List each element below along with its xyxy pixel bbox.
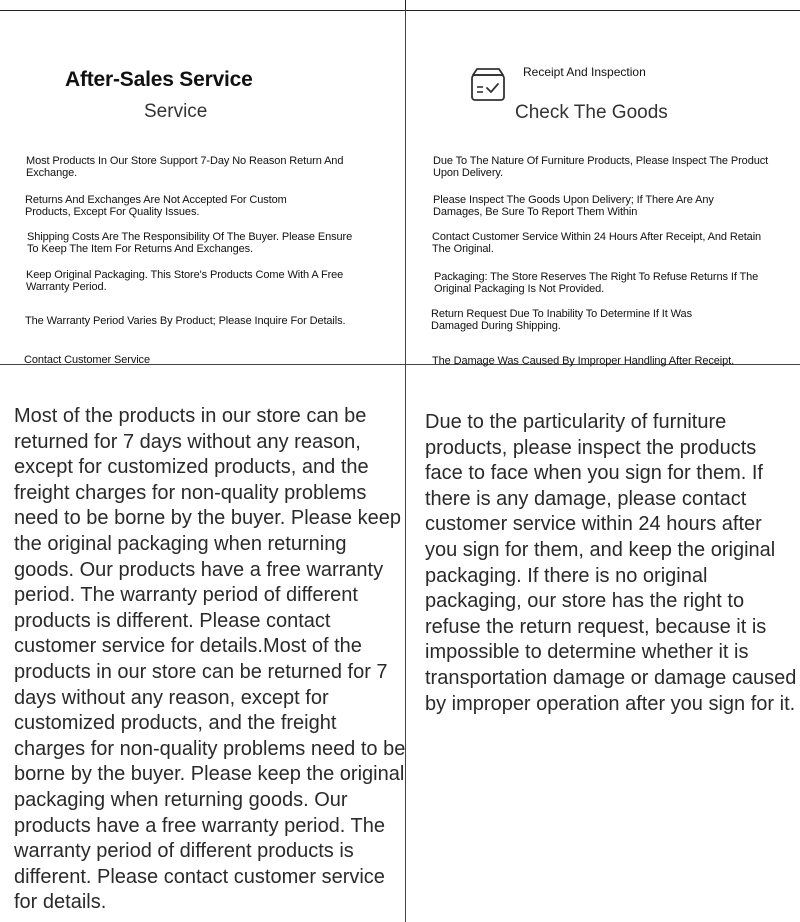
contact-customer-service-link[interactable]: Contact Customer Service	[24, 354, 150, 366]
after-sales-note: Shipping Costs Are The Responsibility Of The Buyer. Please Ensure To Keep The Item For Returns And Exchanges.	[27, 231, 353, 255]
inspection-note: Return Request Due To Inability To Determine If It Was Damaged During Shipping.	[431, 308, 692, 332]
receipt-inspection-subtitle: Check The Goods	[515, 102, 668, 123]
top-divider	[0, 10, 800, 11]
inspection-note: Due To The Nature Of Furniture Products, Please Inspect The Product Upon Delivery.	[433, 155, 769, 179]
box-check-icon	[469, 66, 507, 104]
after-sales-subtitle: Service	[144, 101, 208, 122]
inspection-body-text: Due to the particularity of furniture products, please inspect the products face to face when you sign for them. If there is any damage, please contact customer service within 24 hours after you sign for them, and keep the original packaging. If there is no original packaging, our store has the right to refuse the return request, because it is impossible to determine whether it is transportation damage or damage caused by improper operation after you sign for it.	[425, 411, 797, 715]
after-sales-note: Most Products In Our Store Support 7-Day No Reason Return And Exchange.	[26, 155, 344, 179]
receipt-inspection-title: Receipt And Inspection	[523, 65, 646, 79]
after-sales-body-text: Most of the products in our store can be returned for 7 days without any reason, except for customized products, and the freight charges for non-quality problems need to be borne by the buyer. Please keep the original packaging when returning goods. Our products have a free warranty period. The warranty period of different products is different. Please contact customer service for details.Most of the products in our store can be returned for 7 days without any reason, except for customized products, and the freight charges for non-quality problems need to be borne by the buyer. Please keep the original packaging when returning goods. Our products have a free warranty period. The warranty period of different products is different. Please contact customer service for details.	[14, 405, 406, 914]
inspection-note: The Damage Was Caused By Improper Handling After Receipt.	[432, 355, 735, 367]
after-sales-note: Keep Original Packaging. This Store's Products Come With A Free Warranty Period.	[26, 269, 344, 293]
after-sales-title: After-Sales Service	[65, 68, 253, 91]
inspection-note: Packaging: The Store Reserves The Right To Refuse Returns If The Original Packaging Is Not Provided.	[434, 271, 759, 295]
top-divider-tick	[405, 0, 406, 10]
inspection-note: Contact Customer Service Within 24 Hours After Receipt, And Retain The Original.	[432, 231, 762, 255]
inspection-note: Please Inspect The Goods Upon Delivery; If There Are Any Damages, Be Sure To Report Them Within	[433, 194, 714, 218]
after-sales-note: The Warranty Period Varies By Product; Please Inquire For Details.	[25, 315, 346, 327]
after-sales-note: Returns And Exchanges Are Not Accepted For Custom Products, Except For Quality Issues.	[25, 194, 287, 218]
